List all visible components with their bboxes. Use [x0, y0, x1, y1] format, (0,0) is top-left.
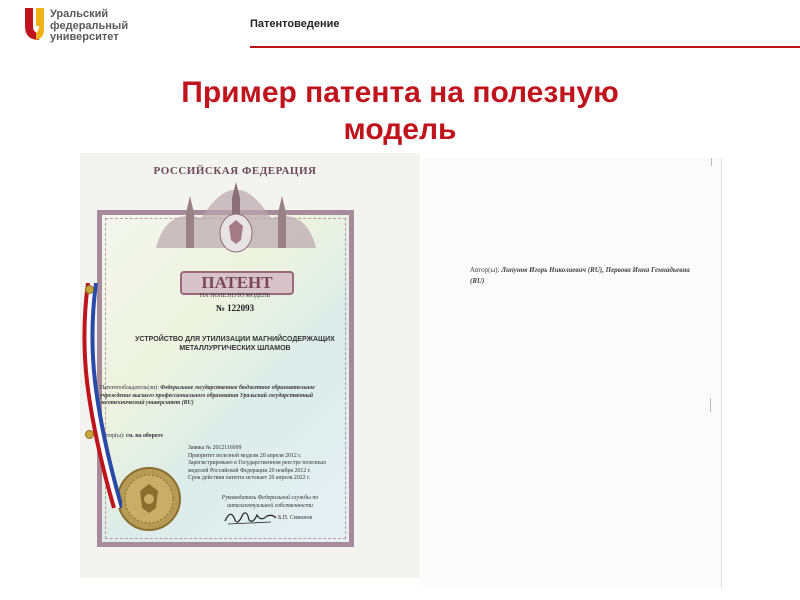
official-seal-icon	[116, 466, 182, 532]
patent-type: НА ПОЛЕЗНУЮ МОДЕЛЬ	[199, 293, 271, 299]
application-number: Заявка № 2012116099	[188, 445, 242, 451]
signer-title: Руководитель Федеральной службы по интеллектуальной собственности	[221, 495, 319, 509]
patent-certificate-scan	[80, 153, 420, 578]
authors-value: см. на обороте	[125, 433, 164, 439]
slide-title-line-1: Пример патента на полезную	[181, 76, 619, 109]
patent-authors	[100, 433, 300, 441]
course-title: Патентоведение	[250, 18, 340, 30]
authors-label: Автор(ы):	[100, 433, 125, 439]
patent-word: ПАТЕНТ	[180, 271, 294, 295]
signer-name: Б.П. Симонов	[278, 515, 313, 521]
patent-number: № 122093	[215, 303, 255, 313]
patent-reverse-scan	[421, 158, 722, 588]
reverse-authors-label: Автор(ы):	[470, 266, 500, 274]
logo-text	[50, 9, 128, 44]
kremlin-vignette-icon	[146, 178, 326, 256]
signature-icon	[223, 506, 278, 528]
logo-line-2: федеральный	[50, 19, 129, 32]
ural-logo-mark-icon	[22, 6, 48, 42]
priority-date: Приоритет полезной модели 20 апреля 2012 г.	[188, 452, 302, 459]
registration-date: Зарегистрировано в Государственном реестре полезных моделей Российской Федерации 20 ноября 2012 г.	[188, 460, 327, 474]
slide-title-line-2: модель	[343, 113, 457, 146]
tricolor-ribbon-icon	[82, 283, 125, 513]
country-heading: РОССИЙСКАЯ ФЕДЕРАЦИЯ	[153, 165, 317, 177]
binder-ring	[85, 285, 94, 294]
university-logo	[22, 6, 162, 46]
logo-line-1: Уральский	[50, 8, 109, 20]
invention-name: УСТРОЙСТВО ДЛЯ УТИЛИЗАЦИИ МАГНИЙСОДЕРЖАЩИХ МЕТАЛЛУРГИЧЕСКИХ ШЛАМОВ	[135, 336, 335, 352]
patent-holder	[100, 385, 320, 408]
binder-ring	[85, 430, 94, 439]
expiry-date: Срок действия патента истекает 20 апреля 2022 г.	[188, 475, 311, 481]
header-divider	[250, 46, 800, 48]
registration-block	[188, 445, 338, 483]
holder-label: Патентообладатель(ли):	[100, 385, 159, 391]
reverse-authors	[470, 265, 700, 287]
reverse-authors-value: Липунов Игорь Николаевич (RU), Первова Инна Геннадьевна (RU)	[470, 266, 690, 285]
slide-title	[0, 74, 800, 148]
holder-value: Федеральное государственное бюджетное образовательное учреждение высшего профессионального образования Уральский государственный лесотехнический университет (RU)	[100, 385, 315, 406]
logo-line-3: университет	[50, 31, 119, 43]
